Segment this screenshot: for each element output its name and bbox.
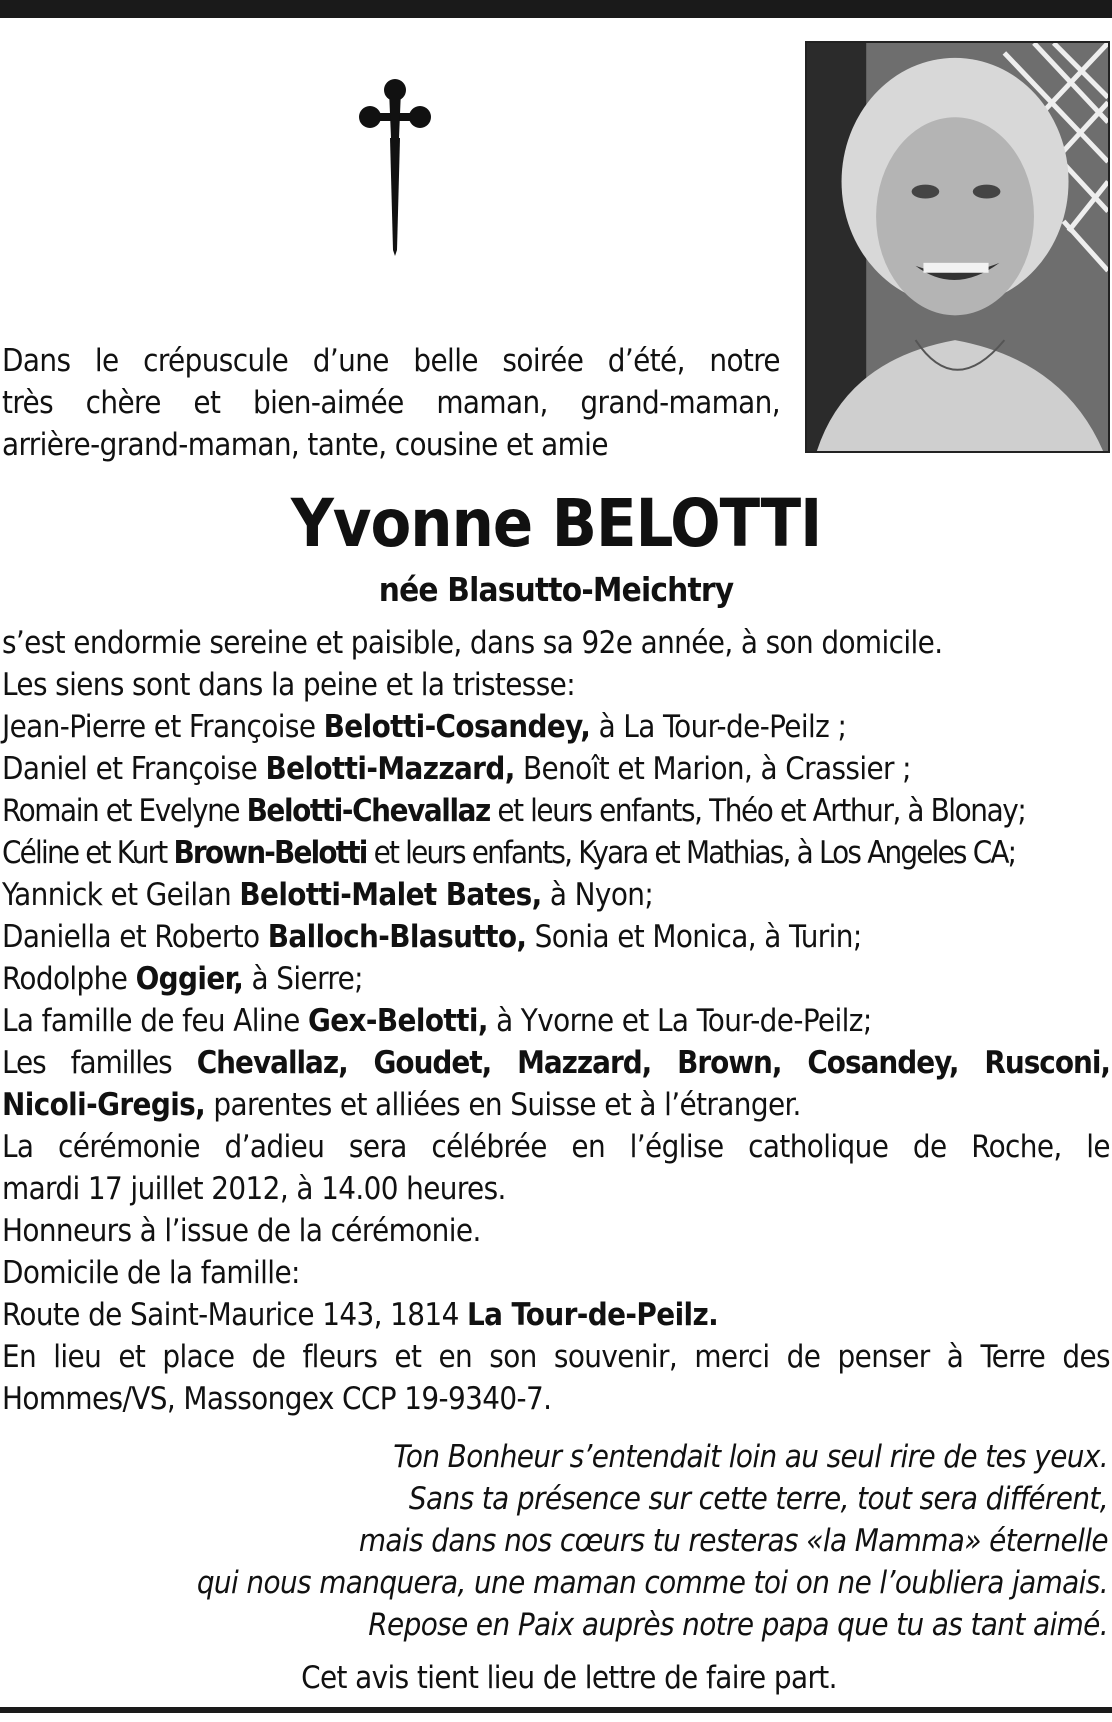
poem-line: mais dans nos cœurs tu resteras «la Mamma» éternelle bbox=[358, 1523, 1108, 1559]
poem bbox=[8, 1436, 1108, 1646]
announcement-line: s’est endormie sereine et paisible, dans sa 92e année, à son domicile. bbox=[2, 625, 943, 661]
family-line: Yannick et Geilan Belotti-Malet Bates, à Nyon; bbox=[2, 877, 654, 913]
intro-line: très chère et bien-aimée maman, grand-maman, bbox=[2, 385, 780, 421]
family-line: Daniella et Roberto Balloch-Blasutto, Sonia et Monica, à Turin; bbox=[2, 919, 862, 955]
flowers-line: En lieu et place de fleurs et en son souvenir, merci de penser à Terre des bbox=[2, 1339, 1110, 1375]
family-line: La famille de feu Aline Gex-Belotti, à Yvorne et La Tour-de-Peilz; bbox=[2, 1003, 872, 1039]
intro-line: Dans le crépuscule d’une belle soirée d’été, notre bbox=[2, 343, 780, 379]
family-line: Rodolphe Oggier, à Sierre; bbox=[2, 961, 363, 997]
portrait-photo bbox=[805, 41, 1110, 453]
closing-note: Cet avis tient lieu de lettre de faire part. bbox=[301, 1660, 837, 1696]
families-line: Nicoli-Gregis, parentes et alliées en Suisse et à l’étranger. bbox=[2, 1087, 801, 1123]
honours-line: Honneurs à l’issue de la cérémonie. bbox=[2, 1213, 481, 1249]
announcement-line: Les siens sont dans la peine et la tristesse: bbox=[2, 667, 576, 703]
intro-line: arrière-grand-maman, tante, cousine et amie bbox=[2, 427, 608, 463]
poem-line: Sans ta présence sur cette terre, tout sera différent, bbox=[408, 1481, 1108, 1517]
notice-body bbox=[2, 622, 1110, 1420]
domicile-label: Domicile de la famille: bbox=[2, 1255, 300, 1291]
family-line: Jean-Pierre et Françoise Belotti-Cosandey, à La Tour-de-Peilz ; bbox=[2, 709, 847, 745]
address-line: Route de Saint-Maurice 143, 1814 La Tour-de-Peilz. bbox=[2, 1297, 719, 1333]
cross-icon bbox=[355, 78, 435, 258]
flowers-line: Hommes/VS, Massongex CCP 19-9340-7. bbox=[2, 1381, 552, 1417]
maiden-name: née Blasutto-Meichtry bbox=[378, 570, 734, 609]
family-line: Céline et Kurt Brown-Belotti et leurs enfants, Kyara et Mathias, à Los Angeles CA; bbox=[2, 835, 1016, 871]
ceremony-line: La cérémonie d’adieu sera célébrée en l’église catholique de Roche, le bbox=[2, 1129, 1110, 1165]
ceremony-line: mardi 17 juillet 2012, à 14.00 heures. bbox=[2, 1171, 506, 1207]
families-line: Les familles Chevallaz, Goudet, Mazzard, Brown, Cosandey, Rusconi, bbox=[2, 1045, 1110, 1081]
poem-line: qui nous manquera, une maman comme toi on ne l’oubliera jamais. bbox=[196, 1565, 1108, 1601]
poem-line: Ton Bonheur s’entendait loin au seul rire de tes yeux. bbox=[393, 1439, 1108, 1475]
intro-paragraph bbox=[2, 340, 780, 466]
top-border bbox=[0, 0, 1112, 18]
poem-line: Repose en Paix auprès notre papa que tu as tant aimé. bbox=[368, 1607, 1108, 1643]
deceased-name: Yvonne BELOTTI bbox=[290, 485, 822, 562]
family-line: Daniel et Françoise Belotti-Mazzard, Benoît et Marion, à Crassier ; bbox=[2, 751, 911, 787]
bottom-border bbox=[0, 1707, 1112, 1713]
family-line: Romain et Evelyne Belotti-Chevallaz et leurs enfants, Théo et Arthur, à Blonay; bbox=[2, 793, 1026, 829]
